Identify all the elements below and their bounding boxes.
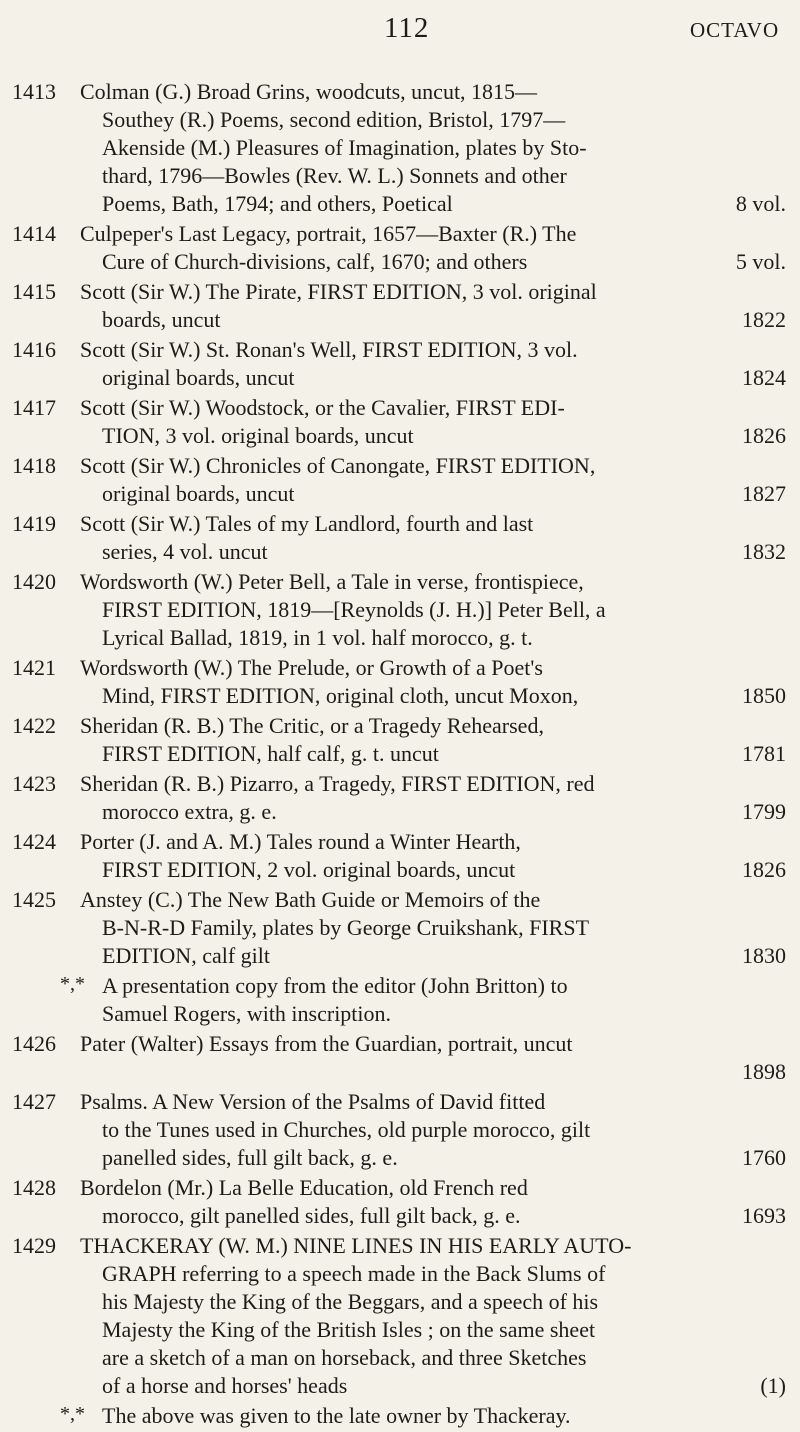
lot-number: 1418 [12,453,56,478]
description-line: to the Tunes used in Churches, old purple morocco, gilt [102,1117,591,1142]
description-line: A presentation copy from the editor (John Britton) to [102,973,568,998]
lot-number: 1427 [12,1089,56,1114]
lot-number: 1422 [12,713,56,738]
lot-number: 1426 [12,1031,56,1056]
catalogue-entry [0,452,800,508]
lot-description [80,828,786,884]
lot-date: 1830 [742,943,786,968]
catalogue-entry [0,1088,800,1172]
lot-date: 5 vol. [735,249,786,274]
description-line: Scott (Sir W.) Tales of my Landlord, fourth and last [80,511,534,536]
catalogue-entry [0,78,800,218]
catalogue-entry [0,510,800,566]
running-title: OCTAVO [690,18,780,42]
catalogue-entry [0,278,800,334]
description-line: Porter (J. and A. M.) Tales round a Winter Hearth, [80,829,521,854]
catalogue-entries [0,78,800,1432]
description-line: original boards, uncut 1827 [102,481,786,506]
description-line: Samuel Rogers, with inscription. [102,1001,392,1026]
description-line: Psalms. A New Version of the Psalms of David fitted [80,1089,546,1114]
description-line: Sheridan (R. B.) Pizarro, a Tragedy, FIRST EDITION, red [80,771,595,796]
catalogue-entry [0,828,800,884]
description-line: Majesty the King of the British Isles ; on the same sheet [102,1317,596,1342]
lot-date: (1) [760,1373,786,1398]
description-line: panelled sides, full gilt back, g. e. 1760 [102,1145,786,1170]
catalogue-entry [0,770,800,826]
lot-date: 8 vol. [735,191,786,216]
description-line: Scott (Sir W.) Chronicles of Canongate, FIRST EDITION, [80,453,596,478]
asterism-icon: *,* [60,1403,85,1425]
lot-number: 1413 [12,79,56,104]
lot-description [80,78,786,218]
lot-date: 1760 [742,1145,786,1170]
catalogue-entry [0,654,800,710]
lot-number: 1429 [12,1233,56,1258]
description-line: Anstey (C.) The New Bath Guide or Memoirs of the [80,887,541,912]
lot-date: 1832 [742,539,786,564]
description-line: morocco extra, g. e. 1799 [102,799,786,824]
lot-description [80,510,786,566]
description-line: original boards, uncut 1824 [102,365,786,390]
lot-description [80,394,786,450]
description-line: boards, uncut 1822 [102,307,786,332]
lot-description [80,452,786,508]
lot-description [80,654,786,710]
description-line: Wordsworth (W.) Peter Bell, a Tale in verse, frontispiece, [80,569,584,594]
lot-description [80,336,786,392]
description-line: Culpeper's Last Legacy, portrait, 1657—Baxter (R.) The [80,221,577,246]
catalogue-entry [0,336,800,392]
description-line: Southey (R.) Poems, second edition, Bristol, 1797— [102,107,566,132]
lot-description [80,1402,800,1430]
lot-date: 1827 [742,481,786,506]
lot-description [80,1174,786,1230]
catalogue-note [0,1402,800,1430]
description-line: Scott (Sir W.) The Pirate, FIRST EDITION, 3 vol. original [80,279,597,304]
description-line: Bordelon (Mr.) La Belle Education, old French red [80,1175,528,1200]
description-line: Mind, FIRST EDITION, original cloth, uncut Moxon, 1850 [102,683,786,708]
lot-description [80,972,800,1028]
description-line: FIRST EDITION, 1819—[Reynolds (J. H.)] Peter Bell, a [102,597,606,622]
lot-date: 1826 [742,423,786,448]
lot-date: 1693 [742,1203,786,1228]
lot-description [80,568,786,652]
lot-number: 1416 [12,337,56,362]
lot-date: 1850 [742,683,786,708]
lot-description [80,1030,786,1086]
description-line: EDITION, calf gilt 1830 [102,943,786,968]
catalogue-entry [0,1174,800,1230]
description-line: his Majesty the King of the Beggars, and a speech of his [102,1289,599,1314]
description-line: Lyrical Ballad, 1819, in 1 vol. half morocco, g. t. [102,625,533,650]
catalogue-entry [0,712,800,768]
lot-description [80,220,786,276]
lot-description [80,770,786,826]
lot-number: 1428 [12,1175,56,1200]
lot-number: 1421 [12,655,56,680]
lot-date: 1781 [742,741,786,766]
lot-number: 1419 [12,511,56,536]
lot-number: 1424 [12,829,56,854]
description-line: Pater (Walter) Essays from the Guardian, portrait, uncut [80,1031,573,1056]
page-header [0,12,800,52]
lot-description [80,712,786,768]
description-line: B-N-R-D Family, plates by George Cruikshank, FIRST [102,915,590,940]
description-line: are a sketch of a man on horseback, and three Sketches [102,1345,587,1370]
lot-description [80,886,786,970]
lot-number: 1414 [12,221,56,246]
description-line: morocco, gilt panelled sides, full gilt back, g. e. 1693 [102,1203,786,1228]
description-line: Wordsworth (W.) The Prelude, or Growth of a Poet's [80,655,543,680]
lot-date: 1824 [742,365,786,390]
catalogue-entry [0,568,800,652]
lot-date: 1898 [742,1059,786,1084]
description-line: Scott (Sir W.) St. Ronan's Well, FIRST EDITION, 3 vol. [80,337,578,362]
description-line: series, 4 vol. uncut 1832 [102,539,786,564]
description-line: Scott (Sir W.) Woodstock, or the Cavalier, FIRST EDI- [80,395,565,420]
description-line: TION, 3 vol. original boards, uncut 1826 [102,423,786,448]
lot-number: 1415 [12,279,56,304]
lot-date: 1799 [742,799,786,824]
description-line: Poems, Bath, 1794; and others, Poetical 8 vol. [102,191,786,216]
asterism-icon: *,* [60,973,85,995]
catalogue-entry [0,1232,800,1400]
description-line: Colman (G.) Broad Grins, woodcuts, uncut, 1815— [80,79,538,104]
catalogue-entry [0,1030,800,1086]
page-number: 112 [384,12,430,44]
lot-number: 1417 [12,395,56,420]
lot-date: 1822 [742,307,786,332]
lot-number: 1425 [12,887,56,912]
catalogue-entry [0,886,800,970]
catalogue-note [0,972,800,1028]
lot-number: 1423 [12,771,56,796]
description-line: Cure of Church-divisions, calf, 1670; and others 5 vol. [102,249,786,274]
lot-number: 1420 [12,569,56,594]
catalogue-entry [0,220,800,276]
description-line: FIRST EDITION, 2 vol. original boards, uncut 1826 [102,857,786,882]
catalogue-entry [0,394,800,450]
description-line: THACKERAY (W. M.) NINE LINES IN HIS EARLY AUTO- [80,1233,632,1258]
description-line: Akenside (M.) Pleasures of Imagination, plates by Sto- [102,135,587,160]
description-line: thard, 1796—Bowles (Rev. W. L.) Sonnets and other [102,163,567,188]
description-line: of a horse and horses' heads (1) [102,1373,786,1398]
description-line: Sheridan (R. B.) The Critic, or a Tragedy Rehearsed, [80,713,544,738]
lot-date: 1826 [742,857,786,882]
description-line: GRAPH referring to a speech made in the Back Slums of [102,1261,606,1286]
lot-description [80,1232,786,1400]
description-line: FIRST EDITION, half calf, g. t. uncut 1781 [102,741,786,766]
description-line: The above was given to the late owner by Thackeray. [102,1403,571,1428]
description-line [80,1058,786,1086]
lot-description [80,278,786,334]
lot-description [80,1088,786,1172]
